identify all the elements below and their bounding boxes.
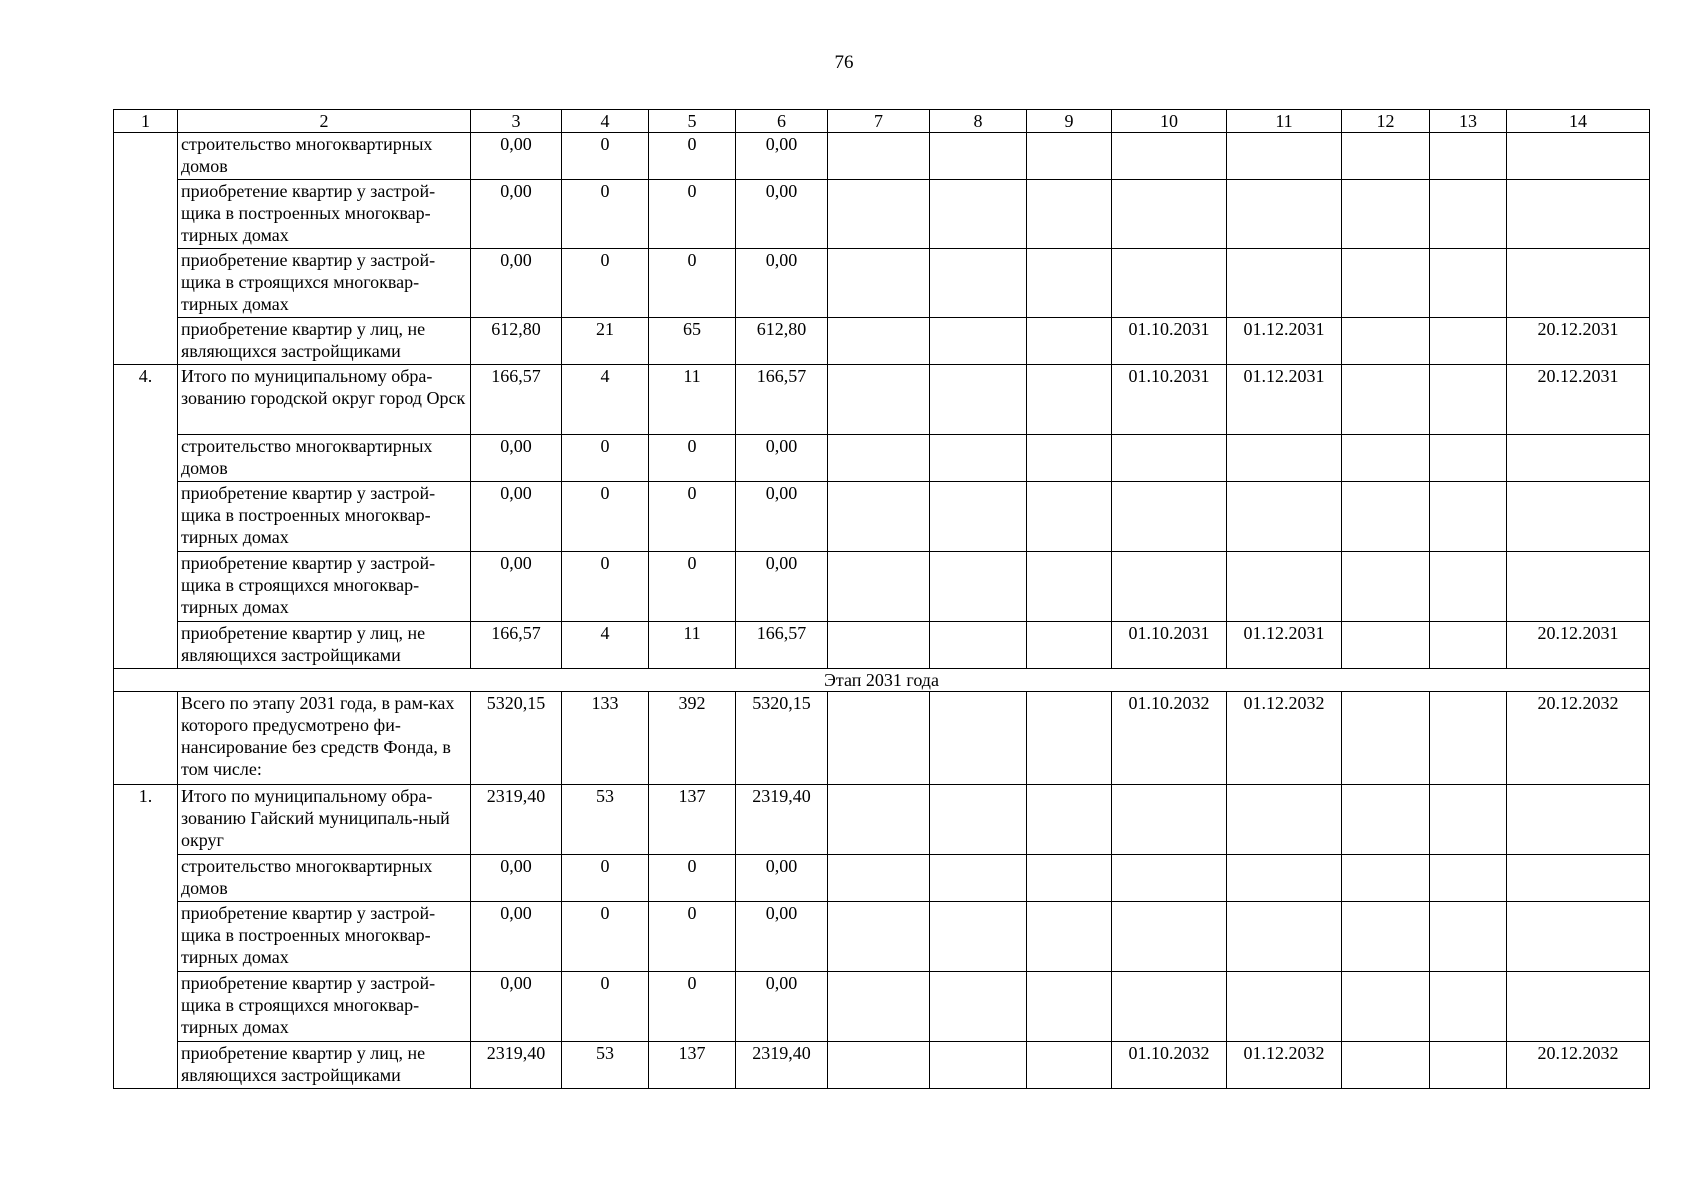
column-header: 5 xyxy=(649,110,736,133)
empty-cell xyxy=(1342,435,1430,482)
value-cell: 612,80 xyxy=(736,318,828,365)
date-cell xyxy=(1112,855,1227,902)
row-number-cell xyxy=(114,552,178,622)
column-number-row xyxy=(114,110,1650,133)
empty-cell xyxy=(1342,133,1430,180)
empty-cell xyxy=(1027,482,1112,552)
description-cell: приобретение квартир у застрой-щика в строящихся многоквар-тирных домах xyxy=(178,249,471,318)
date-cell: 20.12.2031 xyxy=(1507,622,1650,669)
value-cell: 0,00 xyxy=(471,972,562,1042)
description-cell: Всего по этапу 2031 года, в рам-ках которого предусмотрено фи-нансирование без средств Фонда, в том числе: xyxy=(178,692,471,785)
column-header: 7 xyxy=(828,110,930,133)
empty-cell xyxy=(828,972,930,1042)
value-cell: 0 xyxy=(649,902,736,972)
empty-cell xyxy=(828,622,930,669)
column-header: 3 xyxy=(471,110,562,133)
empty-cell xyxy=(1342,180,1430,249)
description-cell: приобретение квартир у застрой-щика в построенных многоквар-тирных домах xyxy=(178,902,471,972)
column-header: 2 xyxy=(178,110,471,133)
empty-cell xyxy=(1430,902,1507,972)
empty-cell xyxy=(1027,552,1112,622)
value-cell: 53 xyxy=(562,1042,649,1089)
table-row xyxy=(114,249,1650,318)
row-number-cell xyxy=(114,249,178,318)
empty-cell xyxy=(1430,249,1507,318)
value-cell: 137 xyxy=(649,785,736,855)
value-cell: 4 xyxy=(562,365,649,435)
date-cell xyxy=(1507,133,1650,180)
empty-cell xyxy=(930,902,1027,972)
empty-cell xyxy=(930,365,1027,435)
empty-cell xyxy=(930,180,1027,249)
column-header: 9 xyxy=(1027,110,1112,133)
description-cell: приобретение квартир у застрой-щика в строящихся многоквар-тирных домах xyxy=(178,552,471,622)
table-row xyxy=(114,180,1650,249)
value-cell: 0 xyxy=(649,972,736,1042)
table-row xyxy=(114,972,1650,1042)
value-cell: 0 xyxy=(649,133,736,180)
value-cell: 0 xyxy=(649,552,736,622)
value-cell: 65 xyxy=(649,318,736,365)
row-number-cell xyxy=(114,622,178,669)
empty-cell xyxy=(1027,249,1112,318)
value-cell: 2319,40 xyxy=(736,785,828,855)
date-cell xyxy=(1112,180,1227,249)
value-cell: 0 xyxy=(562,180,649,249)
date-cell xyxy=(1112,249,1227,318)
value-cell: 612,80 xyxy=(471,318,562,365)
value-cell: 2319,40 xyxy=(471,785,562,855)
date-cell xyxy=(1112,902,1227,972)
empty-cell xyxy=(1342,249,1430,318)
table-row xyxy=(114,482,1650,552)
empty-cell xyxy=(828,902,930,972)
value-cell: 0 xyxy=(649,855,736,902)
date-cell xyxy=(1227,482,1342,552)
value-cell: 11 xyxy=(649,622,736,669)
empty-cell xyxy=(1027,902,1112,972)
column-header: 11 xyxy=(1227,110,1342,133)
value-cell: 0 xyxy=(562,902,649,972)
row-number-cell: 4. xyxy=(114,365,178,435)
value-cell: 0 xyxy=(562,133,649,180)
date-cell xyxy=(1227,552,1342,622)
date-cell xyxy=(1112,972,1227,1042)
table-row xyxy=(114,622,1650,669)
empty-cell xyxy=(1027,435,1112,482)
value-cell: 166,57 xyxy=(471,622,562,669)
empty-cell xyxy=(1342,365,1430,435)
empty-cell xyxy=(1342,482,1430,552)
empty-cell xyxy=(1342,692,1430,785)
value-cell: 0 xyxy=(649,249,736,318)
value-cell: 0 xyxy=(649,435,736,482)
value-cell: 166,57 xyxy=(471,365,562,435)
row-number-cell xyxy=(114,435,178,482)
empty-cell xyxy=(930,552,1027,622)
value-cell: 0 xyxy=(562,552,649,622)
empty-cell xyxy=(1027,1042,1112,1089)
value-cell: 0,00 xyxy=(471,180,562,249)
empty-cell xyxy=(828,365,930,435)
value-cell: 0 xyxy=(562,972,649,1042)
table-row xyxy=(114,902,1650,972)
empty-cell xyxy=(1027,785,1112,855)
date-cell xyxy=(1227,133,1342,180)
table-row xyxy=(114,1042,1650,1089)
empty-cell xyxy=(930,692,1027,785)
row-number-cell xyxy=(114,133,178,180)
table-row xyxy=(114,435,1650,482)
empty-cell xyxy=(1027,972,1112,1042)
empty-cell xyxy=(930,855,1027,902)
date-cell xyxy=(1227,435,1342,482)
value-cell: 0,00 xyxy=(736,972,828,1042)
date-cell xyxy=(1507,902,1650,972)
column-header: 12 xyxy=(1342,110,1430,133)
empty-cell xyxy=(1430,180,1507,249)
date-cell: 01.12.2031 xyxy=(1227,365,1342,435)
date-cell: 01.12.2032 xyxy=(1227,1042,1342,1089)
date-cell xyxy=(1507,552,1650,622)
empty-cell xyxy=(828,785,930,855)
description-cell: строительство многоквартирных домов xyxy=(178,133,471,180)
description-cell: Итого по муниципальному обра-зованию Гайский муниципаль-ный округ xyxy=(178,785,471,855)
empty-cell xyxy=(1342,622,1430,669)
row-number-cell: 1. xyxy=(114,785,178,855)
row-number-cell xyxy=(114,692,178,785)
value-cell: 2319,40 xyxy=(736,1042,828,1089)
table-row xyxy=(114,365,1650,435)
value-cell: 0,00 xyxy=(471,133,562,180)
empty-cell xyxy=(1342,785,1430,855)
date-cell xyxy=(1507,180,1650,249)
column-header: 1 xyxy=(114,110,178,133)
empty-cell xyxy=(828,1042,930,1089)
value-cell: 137 xyxy=(649,1042,736,1089)
date-cell: 01.12.2031 xyxy=(1227,622,1342,669)
date-cell xyxy=(1227,180,1342,249)
empty-cell xyxy=(828,552,930,622)
value-cell: 0,00 xyxy=(736,552,828,622)
date-cell: 01.10.2031 xyxy=(1112,365,1227,435)
empty-cell xyxy=(828,249,930,318)
stage-heading: Этап 2031 года xyxy=(114,669,1650,692)
description-cell: строительство многоквартирных домов xyxy=(178,435,471,482)
empty-cell xyxy=(1027,318,1112,365)
empty-cell xyxy=(1430,692,1507,785)
description-cell: Итого по муниципальному обра-зованию городской округ город Орск xyxy=(178,365,471,435)
empty-cell xyxy=(1430,365,1507,435)
date-cell xyxy=(1112,482,1227,552)
value-cell: 0,00 xyxy=(736,482,828,552)
empty-cell xyxy=(1027,365,1112,435)
empty-cell xyxy=(1430,552,1507,622)
date-cell: 01.10.2032 xyxy=(1112,1042,1227,1089)
empty-cell xyxy=(1342,855,1430,902)
page-number: 76 xyxy=(834,52,854,73)
empty-cell xyxy=(1430,1042,1507,1089)
empty-cell xyxy=(1027,692,1112,785)
empty-cell xyxy=(1342,972,1430,1042)
value-cell: 133 xyxy=(562,692,649,785)
row-number-cell xyxy=(114,482,178,552)
empty-cell xyxy=(1430,785,1507,855)
empty-cell xyxy=(1342,318,1430,365)
date-cell xyxy=(1227,902,1342,972)
value-cell: 0 xyxy=(649,180,736,249)
empty-cell xyxy=(828,180,930,249)
empty-cell xyxy=(1342,902,1430,972)
date-cell xyxy=(1507,435,1650,482)
date-cell xyxy=(1227,249,1342,318)
empty-cell xyxy=(930,1042,1027,1089)
value-cell: 0 xyxy=(562,482,649,552)
date-cell: 01.10.2031 xyxy=(1112,622,1227,669)
value-cell: 53 xyxy=(562,785,649,855)
table-row xyxy=(114,785,1650,855)
empty-cell xyxy=(930,482,1027,552)
empty-cell xyxy=(1430,622,1507,669)
empty-cell xyxy=(930,318,1027,365)
row-number-cell xyxy=(114,855,178,902)
empty-cell xyxy=(1430,133,1507,180)
empty-cell xyxy=(1027,622,1112,669)
date-cell xyxy=(1227,855,1342,902)
value-cell: 0,00 xyxy=(736,902,828,972)
value-cell: 0,00 xyxy=(471,482,562,552)
date-cell: 01.10.2032 xyxy=(1112,692,1227,785)
value-cell: 0 xyxy=(562,249,649,318)
value-cell: 0,00 xyxy=(736,249,828,318)
value-cell: 0,00 xyxy=(471,249,562,318)
program-table xyxy=(113,109,1650,1089)
empty-cell xyxy=(1027,855,1112,902)
row-number-cell xyxy=(114,1042,178,1089)
date-cell xyxy=(1507,855,1650,902)
empty-cell xyxy=(1342,1042,1430,1089)
value-cell: 166,57 xyxy=(736,622,828,669)
value-cell: 2319,40 xyxy=(471,1042,562,1089)
column-header: 6 xyxy=(736,110,828,133)
table-row xyxy=(114,552,1650,622)
row-number-cell xyxy=(114,318,178,365)
description-cell: приобретение квартир у лиц, не являющихся застройщиками xyxy=(178,1042,471,1089)
table-row xyxy=(114,133,1650,180)
date-cell xyxy=(1227,972,1342,1042)
description-cell: приобретение квартир у лиц, не являющихся застройщиками xyxy=(178,318,471,365)
empty-cell xyxy=(1430,482,1507,552)
value-cell: 0,00 xyxy=(471,902,562,972)
description-cell: строительство многоквартирных домов xyxy=(178,855,471,902)
date-cell: 01.12.2032 xyxy=(1227,692,1342,785)
date-cell: 20.12.2032 xyxy=(1507,692,1650,785)
value-cell: 0,00 xyxy=(736,180,828,249)
empty-cell xyxy=(1430,435,1507,482)
date-cell xyxy=(1507,972,1650,1042)
value-cell: 11 xyxy=(649,365,736,435)
empty-cell xyxy=(1430,855,1507,902)
empty-cell xyxy=(828,855,930,902)
date-cell: 01.12.2031 xyxy=(1227,318,1342,365)
empty-cell xyxy=(828,318,930,365)
value-cell: 392 xyxy=(649,692,736,785)
empty-cell xyxy=(930,249,1027,318)
date-cell xyxy=(1112,133,1227,180)
date-cell: 20.12.2031 xyxy=(1507,365,1650,435)
column-header: 14 xyxy=(1507,110,1650,133)
date-cell: 20.12.2031 xyxy=(1507,318,1650,365)
value-cell: 0,00 xyxy=(471,855,562,902)
date-cell xyxy=(1507,482,1650,552)
date-cell: 01.10.2031 xyxy=(1112,318,1227,365)
date-cell xyxy=(1112,552,1227,622)
table-row xyxy=(114,692,1650,785)
empty-cell xyxy=(930,435,1027,482)
column-header: 8 xyxy=(930,110,1027,133)
empty-cell xyxy=(828,692,930,785)
date-cell xyxy=(1507,249,1650,318)
value-cell: 0,00 xyxy=(471,552,562,622)
value-cell: 0 xyxy=(562,855,649,902)
table-row xyxy=(114,318,1650,365)
date-cell: 20.12.2032 xyxy=(1507,1042,1650,1089)
row-number-cell xyxy=(114,902,178,972)
empty-cell xyxy=(930,972,1027,1042)
empty-cell xyxy=(828,133,930,180)
table-row xyxy=(114,855,1650,902)
date-cell xyxy=(1507,785,1650,855)
empty-cell xyxy=(930,133,1027,180)
empty-cell xyxy=(828,482,930,552)
empty-cell xyxy=(930,785,1027,855)
value-cell: 5320,15 xyxy=(471,692,562,785)
value-cell: 0 xyxy=(649,482,736,552)
value-cell: 5320,15 xyxy=(736,692,828,785)
empty-cell xyxy=(930,622,1027,669)
value-cell: 0,00 xyxy=(736,435,828,482)
date-cell xyxy=(1227,785,1342,855)
value-cell: 0,00 xyxy=(471,435,562,482)
description-cell: приобретение квартир у лиц, не являющихся застройщиками xyxy=(178,622,471,669)
value-cell: 0 xyxy=(562,435,649,482)
column-header: 13 xyxy=(1430,110,1507,133)
value-cell: 0,00 xyxy=(736,133,828,180)
empty-cell xyxy=(1430,972,1507,1042)
column-header: 4 xyxy=(562,110,649,133)
empty-cell xyxy=(1342,552,1430,622)
value-cell: 21 xyxy=(562,318,649,365)
stage-heading-row xyxy=(114,669,1650,692)
table-body xyxy=(114,110,1650,1089)
column-header: 10 xyxy=(1112,110,1227,133)
description-cell: приобретение квартир у застрой-щика в строящихся многоквар-тирных домах xyxy=(178,972,471,1042)
date-cell xyxy=(1112,785,1227,855)
value-cell: 4 xyxy=(562,622,649,669)
description-cell: приобретение квартир у застрой-щика в построенных многоквар-тирных домах xyxy=(178,482,471,552)
value-cell: 166,57 xyxy=(736,365,828,435)
empty-cell xyxy=(1430,318,1507,365)
row-number-cell xyxy=(114,180,178,249)
row-number-cell xyxy=(114,972,178,1042)
empty-cell xyxy=(1027,180,1112,249)
description-cell: приобретение квартир у застрой-щика в построенных многоквар-тирных домах xyxy=(178,180,471,249)
date-cell xyxy=(1112,435,1227,482)
value-cell: 0,00 xyxy=(736,855,828,902)
empty-cell xyxy=(1027,133,1112,180)
empty-cell xyxy=(828,435,930,482)
